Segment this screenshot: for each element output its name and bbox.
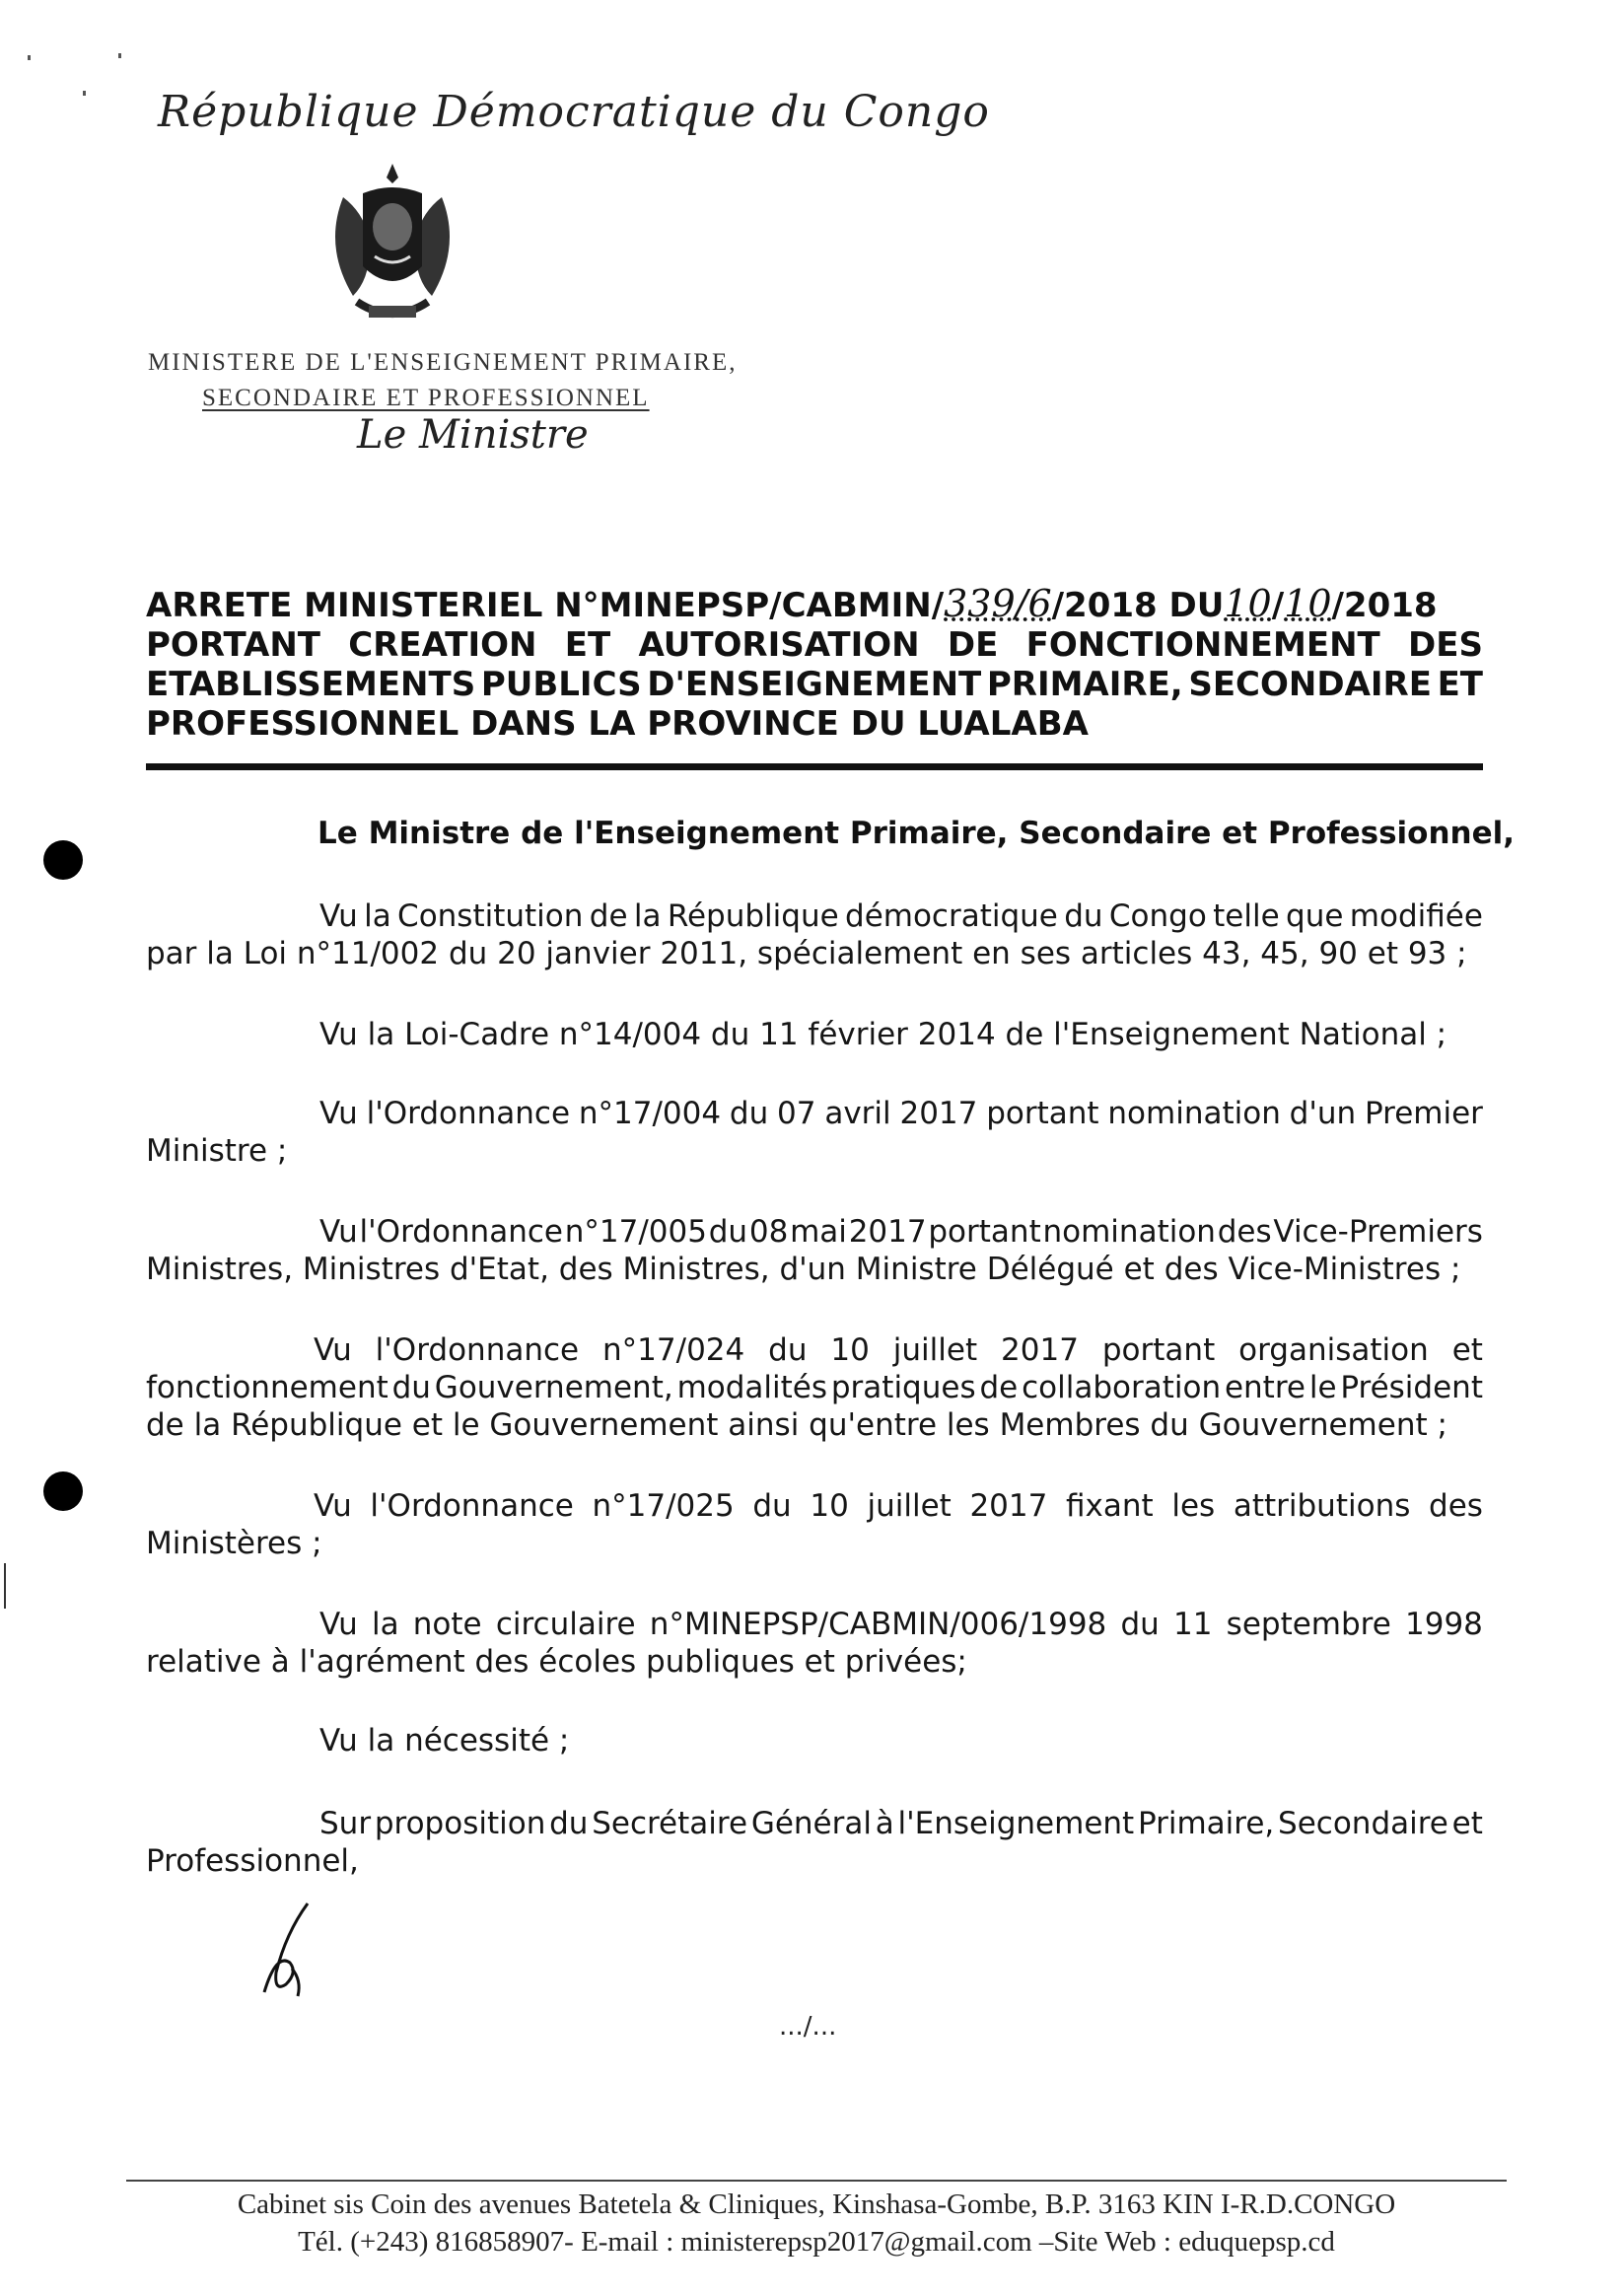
considerant-ordonnance-17-025: Vu l'Ordonnance n°17/025 du 10 juillet 2017 fixant les attributions des Ministères ; [146, 1488, 1483, 1561]
title-line-4: PROFESSIONNEL DANS LA PROVINCE DU LUALABA [146, 704, 1089, 744]
title-line-2: PORTANT CREATION ET AUTORISATION DE FONCTIONNEMENT DES [146, 625, 1483, 665]
scan-speck [28, 55, 31, 60]
considerant-loi-cadre: Vu la Loi-Cadre n°14/004 du 11 février 2014 de l'Enseignement National ; [319, 1017, 1447, 1052]
scan-margin-mark [4, 1563, 6, 1609]
considerant-proposition: Sur proposition du Secrétaire Général à l'Enseignement Primaire, Secondaire et Professionnel, [146, 1806, 1483, 1879]
ministry-name [148, 345, 737, 416]
decree-date-month-handwritten: 10 [1284, 582, 1332, 625]
footer-divider [126, 2180, 1507, 2182]
footer-address [126, 2186, 1507, 2260]
punch-hole-mark [43, 840, 83, 880]
title-line-3: ETABLISSEMENTS PUBLICS D'ENSEIGNEMENT PRIMAIRE, SECONDAIRE ET [146, 665, 1483, 704]
le-ministre-signature-line: Le Ministre [357, 412, 589, 458]
scan-speck [118, 53, 121, 58]
title-divider [146, 763, 1483, 770]
considerant-ordonnance-17-004: Vu l'Ordonnance n°17/004 du 07 avril 2017 portant nomination d'un Premier Ministre ; [146, 1096, 1483, 1169]
punch-hole-mark [43, 1471, 83, 1511]
ministry-line-1: MINISTERE DE L'ENSEIGNEMENT PRIMAIRE, [148, 349, 738, 376]
decree-date-day-handwritten: 10 [1224, 582, 1272, 625]
scan-speck [83, 91, 86, 96]
decree-title [146, 584, 1483, 744]
considerant-necessite: Vu la nécessité ; [319, 1723, 570, 1758]
page-continuation: .../... [779, 2012, 837, 2042]
footer-line-1: Cabinet sis Coin des avenues Batetela & Cliniques, Kinshasa-Gombe, B.P. 3163 KIN I-R.D.CONGO [237, 2188, 1396, 2220]
decree-ref-prefix: ARRETE MINISTERIEL N°MINEPSP/CABMIN/339/6/2018 DU10/10/2018 [146, 582, 1438, 625]
minister-heading: Le Ministre de l'Enseignement Primaire, Secondaire et Professionnel, [318, 816, 1516, 851]
considerant-ordonnance-17-005: Vu l'Ordonnance n°17/005 du 08 mai 2017 portant nomination des Vice-Premiers Ministres, Ministres d'Etat, des Ministres, d'un Ministre Délégué et des Vice-Ministres ; [146, 1214, 1483, 1287]
footer-line-2: Tél. (+243) 816858907- E-mail : ministerepsp2017@gmail.com –Site Web : eduquepsp.cd [298, 2226, 1335, 2258]
considerant-ordonnance-17-024: Vu l'Ordonnance n°17/024 du 10 juillet 2017 portant organisation et fonctionnement du Gouvernement, modalités pratiques de collaboration entre le Président de la République et le Gouvernement ainsi qu'entre les Membres du Gouvernement ; [146, 1332, 1483, 1443]
handwritten-initials [256, 1894, 325, 2002]
considerant-note-circulaire: Vu la note circulaire n°MINEPSP/CABMIN/006/1998 du 11 septembre 1998 relative à l'agrément des écoles publiques et privées; [146, 1607, 1483, 1680]
decree-number-handwritten: 339/6 [944, 582, 1052, 625]
republic-header: République Démocratique du Congo [158, 87, 990, 137]
title-line-1 [146, 584, 1483, 625]
coat-of-arms-icon [314, 158, 471, 335]
ministry-line-2: SECONDAIRE ET PROFESSIONNEL [202, 385, 650, 411]
considerant-constitution: Vu la Constitution de la République démocratique du Congo telle que modifiée par la Loi n°11/002 du 20 janvier 2011, spécialement en ses articles 43, 45, 90 et 93 ; [146, 898, 1483, 971]
